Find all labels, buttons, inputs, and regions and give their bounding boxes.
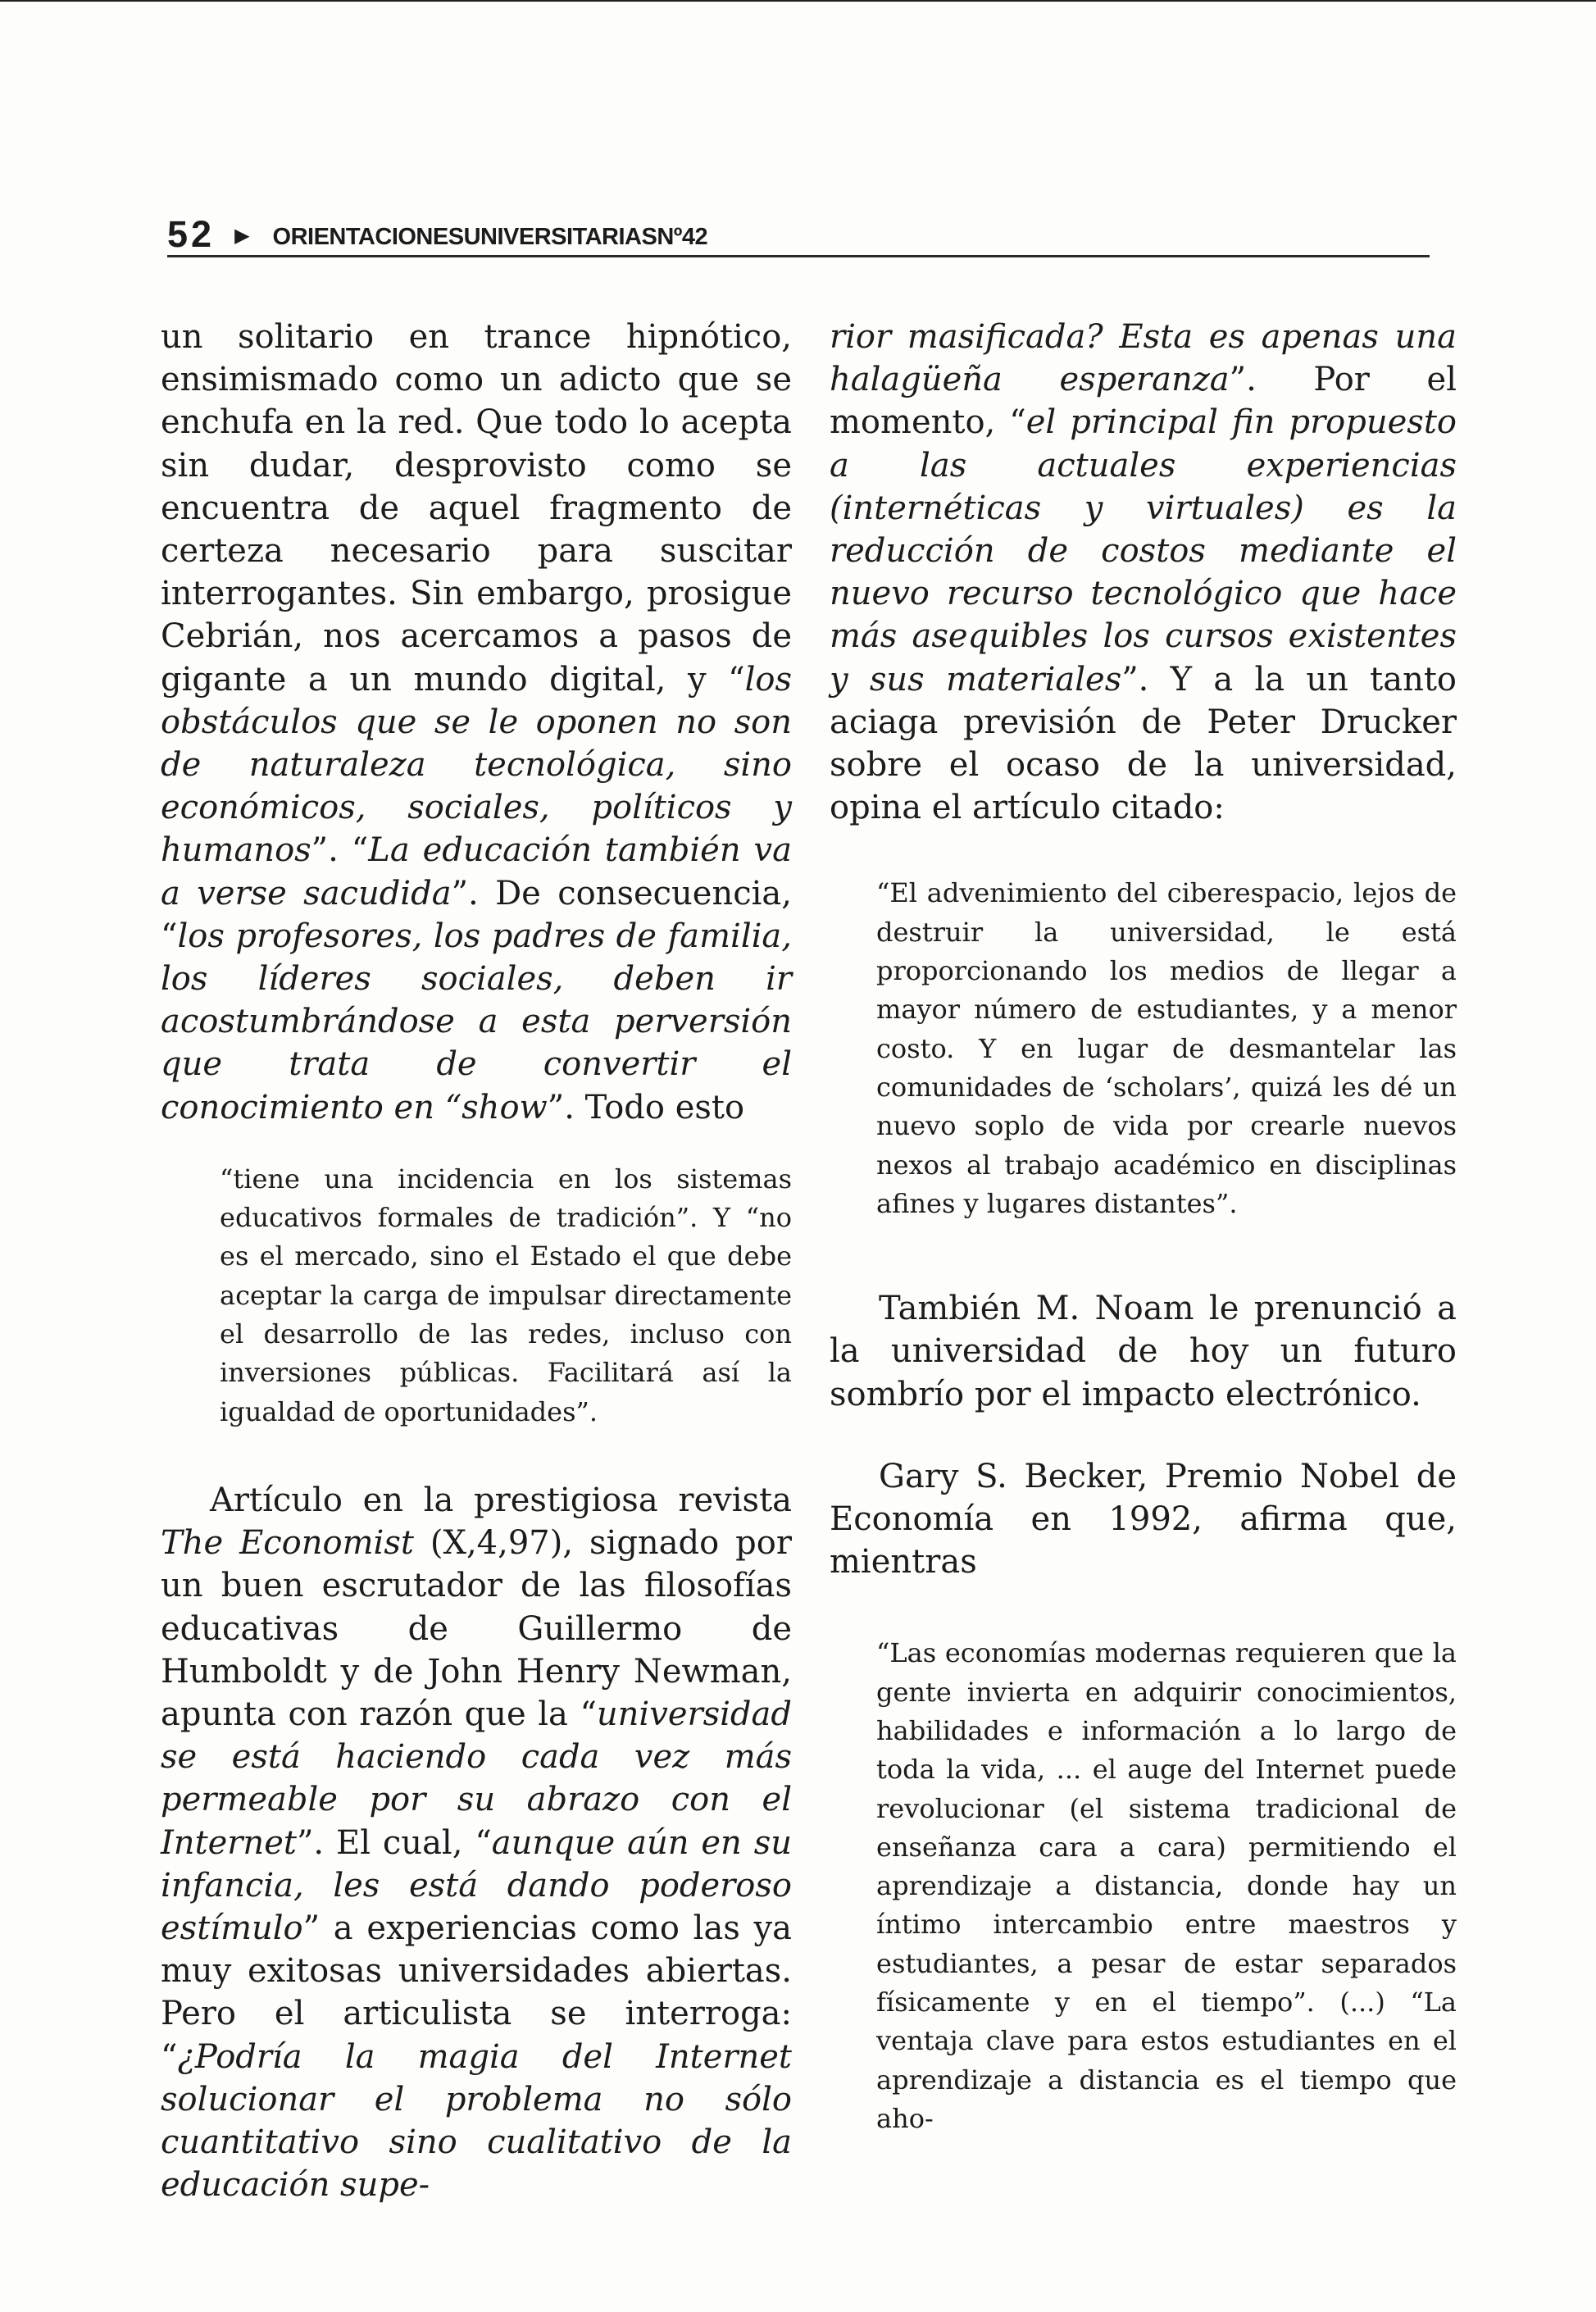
scan-top-edge — [0, 0, 1596, 2]
right-column — [830, 316, 1457, 2138]
page-number: 52 — [167, 213, 216, 255]
block-quote: “tiene una incidencia en los sistemas educativos formales de tradición”. Y “no es el mercado, sino el Estado el que debe aceptar la carga de impulsar directamente el desarrollo de las redes, incluso con inversiones públicas. Facilitará así la igualdad de oportunidades”. — [220, 1163, 792, 1427]
paragraph: Gary S. Becker, Premio Nobel de Economía en 1992, afirma que, mientras — [830, 1457, 1457, 1582]
block-quote: “El advenimiento del ciberespacio, lejos de destruir la universidad, le está proporcionando los medios de llegar a mayor número de estudiantes, y a menor costo. Y en lugar de desmantelar las comunidades de ‘scholars’, quizá les dé un nuevo soplo de vida por crearle nuevos nexos al trabajo académico en disciplinas afines y lugares distantes”. — [876, 877, 1457, 1219]
paragraph: un solitario en trance hipnótico, ensimismado como un adicto que se enchufa en la red. Que todo lo acepta sin dudar, desprovisto como se encuentra de aquel fragmento de certeza necesario para suscitar interrogantes. Sin embargo, prosigue Cebrián, nos acercamos a pasos de gigante a un mundo digital, y “los obstáculos que se le oponen no son de naturaleza tecnológica, sino económicos, sociales, políticos y humanos”. “La educación también va a verse sacudida”. De consecuencia, “los profesores, los padres de familia, los líderes sociales, deben ir acostumbrándose a esta perversión que trata de convertir el conocimiento en “show”. Todo esto — [161, 318, 792, 1126]
journal-title: ORIENTACIONESUNIVERSITARIASNº42 — [272, 224, 708, 250]
running-header — [167, 195, 1430, 253]
header-rule — [167, 255, 1430, 257]
paragraph: Artículo en la prestigiosa revista The Economist (X,4,97), signado por un buen escrutador de las filosofías educativas de Guillermo de Humboldt y de John Henry Newman, apunta con razón que la “universidad se está haciendo cada vez más permeable por su abrazo con el Internet”. El cual, “aunque aún en su infancia, les está dando poderoso estímulo” a experiencias como las ya muy exitosas universidades abiertas. Pero el articulista se interroga: “¿Podría la magia del Internet solucionar el problema no sólo cuantitativo sino cualitativo de la educación supe- — [161, 1481, 792, 2205]
paragraph: rior masificada? Esta es apenas una halagüeña esperanza”. Por el momento, “el principal fin propuesto a las actuales experiencias (internéticas y virtuales) es la reducción de costos mediante el nuevo recurso tecnológico que hace más asequibles los cursos existentes y sus materiales”. Y a la un tanto aciaga previsión de Peter Drucker sobre el ocaso de la universidad, opina el artículo citado: — [830, 318, 1457, 827]
paragraph: También M. Noam le prenunció a la universidad de hoy un futuro sombrío por el impacto electrónico. — [830, 1290, 1457, 1413]
block-quote: “Las economías modernas requieren que la gente invierta en adquirir conocimientos, habilidades e información a lo largo de toda la vida, ... el auge del Internet puede revolucionar (el sistema tradicional de enseñanza cara a cara) permitiendo el aprendizaje a distancia, donde hay un íntimo intercambio entre maestros y estudiantes, a pesar de estar separados físicamente y en el tiempo”. (...) “La ventaja clave para estos estudiantes en el aprendizaje a distancia es el tiempo que aho- — [876, 1637, 1457, 2134]
play-arrow-icon: ▶ — [234, 225, 250, 247]
left-column — [161, 316, 792, 2206]
